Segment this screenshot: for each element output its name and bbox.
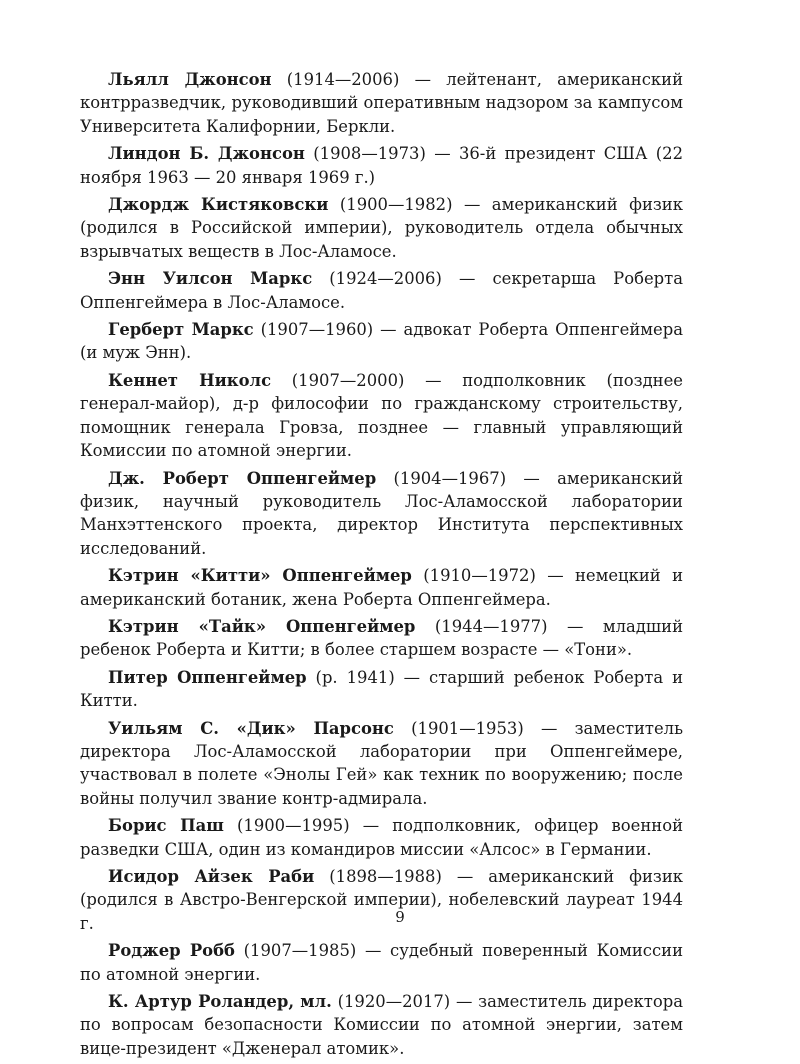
entry-text: (1900—1995) — подполковник, офицер военной разведки США, один из командиров миссии «Алсос» в Германии. xyxy=(80,816,683,859)
entry-text: (1898—1988) — американский физик (родился в Австро-Венгерской империи), нобелевский лауреат 1944 г. xyxy=(80,867,683,933)
entry-text: (1944—1977) — младший ребенок Роберта и Китти; в более старшем возрасте — «Тони». xyxy=(80,616,683,660)
entry-name: Кеннет Николс xyxy=(108,370,272,390)
entry-text: (1907—1960) — адвокат Роберта Оппенгеймера (и муж Энн). xyxy=(80,320,683,363)
entry-text: (1907—2000) — подполковник (позднее генерал-майор), д-р философии по гражданскому строительству, помощник генерала Гровза, позднее — главный управляющий Комиссии по атомной энергии. xyxy=(80,370,683,461)
entry-rolander xyxy=(80,990,683,1060)
entry-name: Герберт Маркс xyxy=(108,320,254,340)
entry-name: Борис Паш xyxy=(108,816,224,836)
entry-name: Уильям С. «Дик» Парсонс xyxy=(108,718,394,738)
entry-text: (р. 1941) — старший ребенок Роберта и Китти. xyxy=(80,667,683,711)
entry-robert-oppenheimer xyxy=(80,467,683,561)
entry-peter-oppenheimer xyxy=(80,666,683,713)
entry-name: Джордж Кистяковски xyxy=(108,195,329,215)
page-number: 9 xyxy=(395,908,405,926)
entry-parsons xyxy=(80,717,683,811)
entry-kistiakowsky xyxy=(80,193,683,263)
entry-text: (1920—2017) — заместитель директора по вопросам безопасности Комиссии по атомной энергии, затем вице-президент «Дженерал атомик». xyxy=(80,992,683,1058)
entry-name: Дж. Роберт Оппенгеймер xyxy=(108,468,377,488)
entry-kenneth-nichols xyxy=(80,369,683,463)
entry-anne-marks xyxy=(80,267,683,314)
entry-name: Кэтрин «Тайк» Оппенгеймер xyxy=(108,616,416,636)
entry-name: Льялл Джонсон xyxy=(108,70,272,89)
entry-toni-oppenheimer xyxy=(80,615,683,662)
entry-name: Исидор Айзек Раби xyxy=(108,867,315,886)
entry-kitty-oppenheimer xyxy=(80,564,683,611)
entry-name: К. Артур Роландер, мл. xyxy=(108,992,332,1012)
entry-herbert-marks xyxy=(80,318,683,365)
entry-robb xyxy=(80,939,683,986)
entry-name: Энн Уилсон Маркс xyxy=(108,269,313,289)
entry-text: (1910—1972) — немецкий и американский ботаник, жена Роберта Оппенгеймера. xyxy=(80,566,683,609)
entry-name: Кэтрин «Китти» Оппенгеймер xyxy=(108,566,412,586)
entry-text: (1908—1973) — 36-й президент США (22 ноября 1963 — 20 января 1969 г.) xyxy=(80,144,684,187)
entry-text: (1900—1982) — американский физик (родился в Российской империи), руководитель отдела обычных взрывчатых веществ в Лос-Аламосе. xyxy=(80,195,683,261)
entry-pash xyxy=(80,814,683,861)
entry-name: Линдон Б. Джонсон xyxy=(108,144,305,164)
entry-lyndon-johnson xyxy=(80,142,683,189)
entry-text: (1924—2006) — секретарша Роберта Оппенгеймера в Лос-Аламосе. xyxy=(80,269,683,312)
entry-text: (1904—1967) — американский физик, научный руководитель Лос-Аламосской лаборатории Манхэттенского проекта, директор Института перспективных исследований. xyxy=(80,468,683,558)
entry-text: (1907—1985) — судебный поверенный Комиссии по атомной энергии. xyxy=(80,941,684,984)
entry-name: Питер Оппенгеймер xyxy=(108,667,307,687)
entry-text: (1914—2006) — лейтенант, американский контрразведчик, руководивший оперативным надзором за кампусом Университета Калифорнии, Беркли. xyxy=(80,70,683,136)
entry-text: (1901—1953) — заместитель директора Лос-Аламосской лаборатории при Оппенгеймере, участвовал в полете «Энолы Гей» как техник по вооружению; после войны получил звание контр-адмирала. xyxy=(80,718,683,808)
entry-name: Роджер Робб xyxy=(108,941,235,961)
entry-lyall-johnson xyxy=(80,68,683,138)
